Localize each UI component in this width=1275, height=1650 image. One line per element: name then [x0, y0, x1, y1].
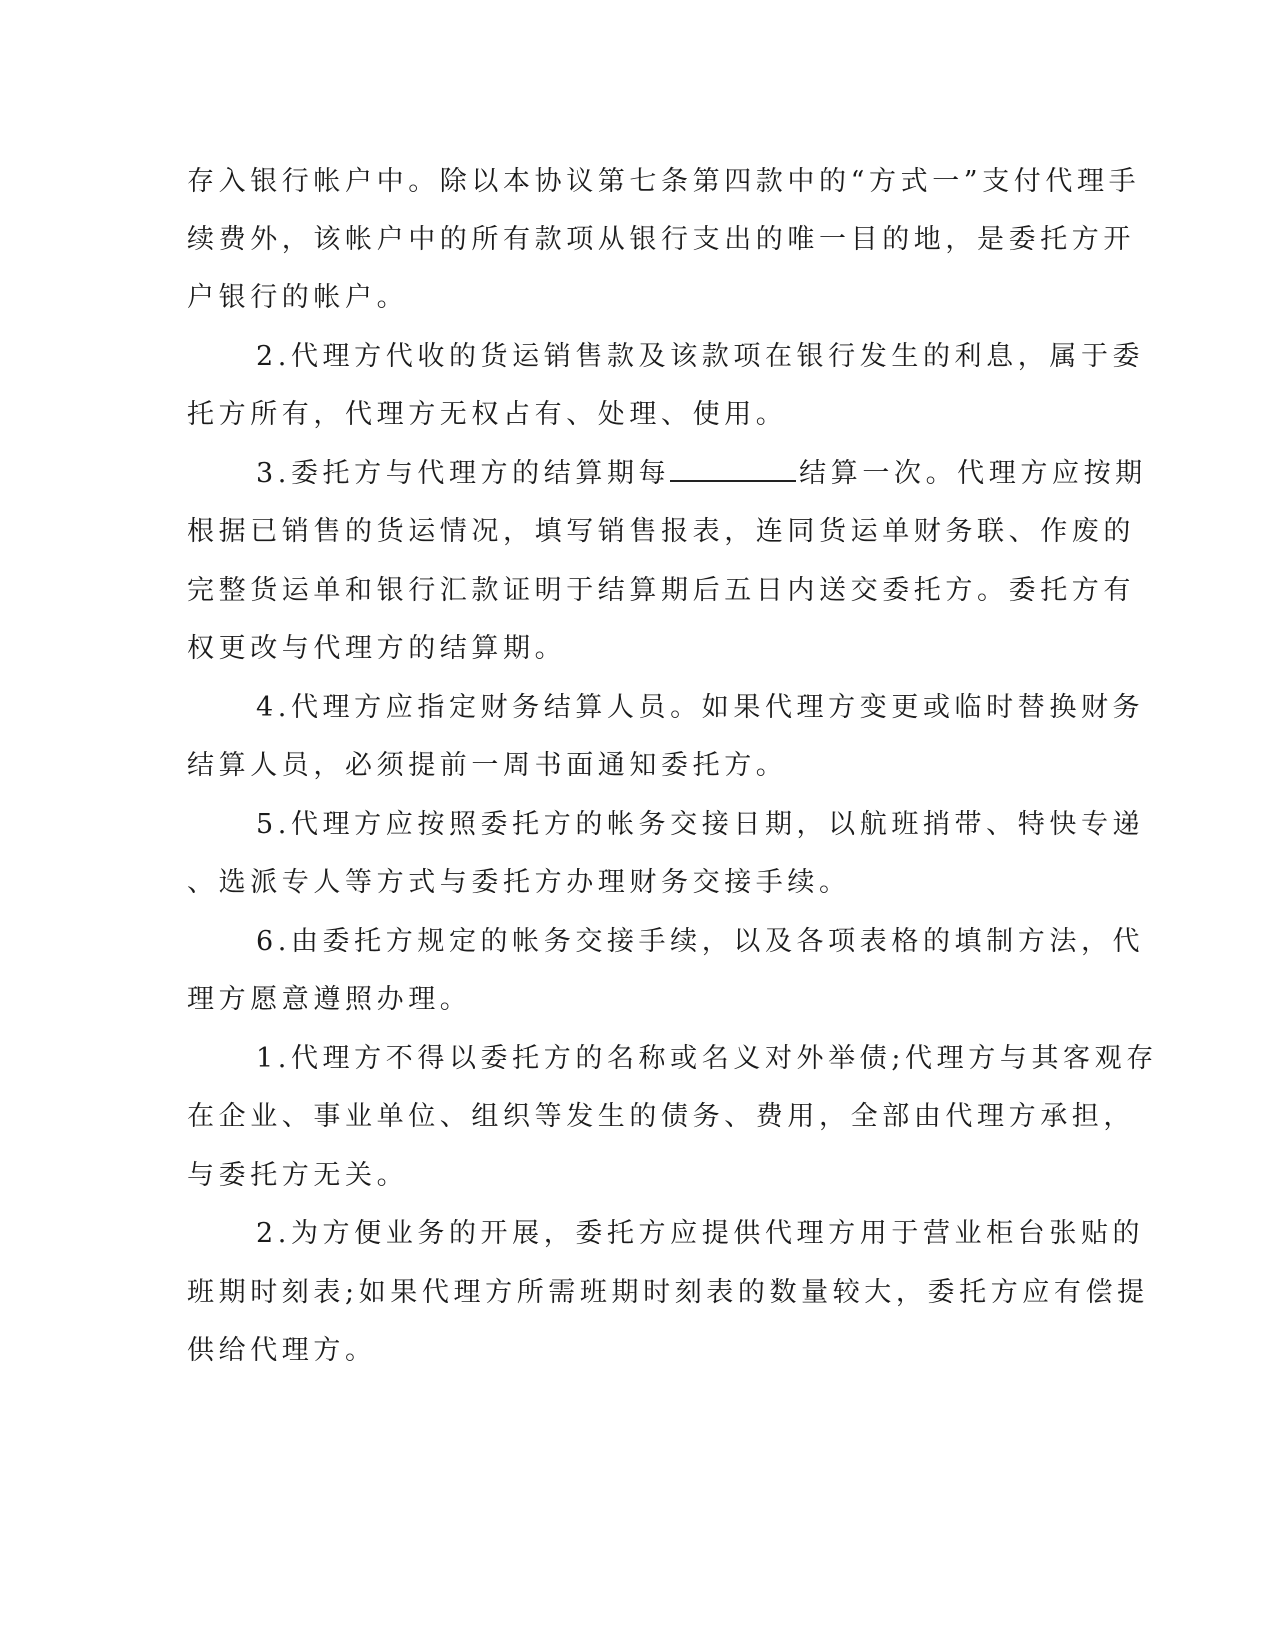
text-line: 4.代理方应指定财务结算人员。如果代理方变更或临时替换财务: [256, 692, 1145, 723]
text-line: 5.代理方应按照委托方的帐务交接日期，以航班捎带、特快专递: [256, 809, 1145, 840]
text-line: 6.由委托方规定的帐务交接手续，以及各项表格的填制方法，代: [256, 926, 1145, 957]
text-line: 与委托方无关。: [187, 1160, 409, 1191]
text-line: 户银行的帐户。: [187, 282, 409, 313]
text-line: 结算人员，必须提前一周书面通知委托方。: [187, 750, 788, 781]
text-line: 1.代理方不得以委托方的名称或名义对外举债;代理方与其客观存: [256, 1043, 1158, 1074]
text-line: 2.为方便业务的开展，委托方应提供代理方用于营业柜台张贴的: [256, 1218, 1145, 1249]
text-line-with-blank: [256, 454, 1147, 494]
text-line: 、选派专人等方式与委托方办理财务交接手续。: [187, 867, 851, 898]
text-line: 供给代理方。: [187, 1335, 377, 1366]
text-line: 权更改与代理方的结算期。: [187, 633, 567, 664]
text-line: 根据已销售的货运情况，填写销售报表，连同货运单财务联、作废的: [187, 516, 1135, 547]
text-line: 理方愿意遵照办理。: [187, 984, 472, 1015]
text-line: 续费外，该帐户中的所有款项从银行支出的唯一目的地，是委托方开: [187, 224, 1135, 255]
text-line: 2.代理方代收的货运销售款及该款项在银行发生的利息，属于委: [256, 341, 1145, 372]
text-line: 托方所有，代理方无权占有、处理、使用。: [187, 399, 788, 430]
text-line: 在企业、事业单位、组织等发生的债务、费用，全部由代理方承担，: [187, 1101, 1135, 1132]
text-line: 班期时刻表;如果代理方所需班期时刻表的数量较大，委托方应有偿提: [187, 1277, 1149, 1308]
text-line: 完整货运单和银行汇款证明于结算期后五日内送交委托方。委托方有: [187, 575, 1135, 606]
text-fragment: 结算一次。代理方应按期: [799, 458, 1147, 489]
text-fragment: 3.委托方与代理方的结算期每: [256, 458, 671, 489]
text-line: 存入银行帐户中。除以本协议第七条第四款中的“方式一”支付代理手: [187, 166, 1141, 197]
fill-in-blank: [670, 458, 796, 482]
